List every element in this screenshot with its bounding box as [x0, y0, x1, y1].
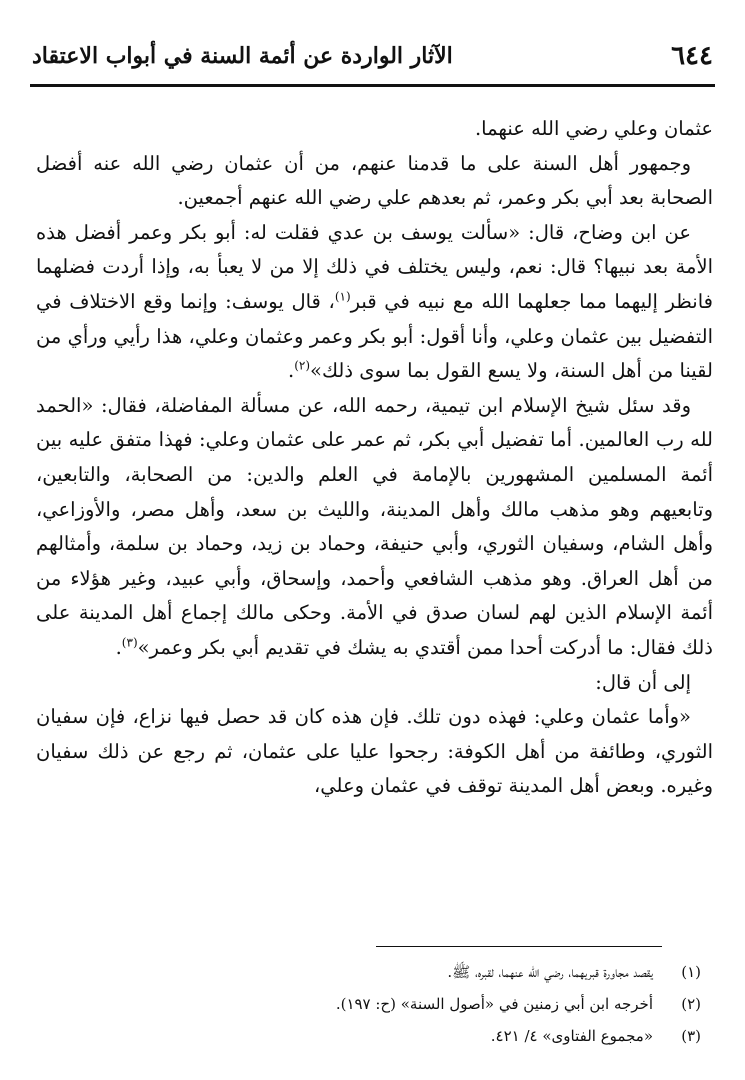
- paragraph-6: «وأما عثمان وعلي: فهذه دون تلك. فإن هذه كان قد حصل فيها نزاع، فإن سفيان الثوري، وطائفة من أهل الكوفة: رجحوا عليا على عثمان، ثم رجع عن ذلك سفيان وغيره. وبعض أهل المدينة توقف في عثمان وعلي،: [36, 705, 713, 798]
- running-title: الآثار الواردة عن أئمة السنة في أبواب الاعتقاد: [32, 43, 453, 69]
- footnote-text: يقصد مجاورة قبريهما، رضي الله عنهما، لقبره، ﷺ.: [447, 963, 653, 981]
- footnote-2: [40, 988, 701, 1020]
- footnotes: [40, 956, 701, 1052]
- paragraph-1: عثمان وعلي رضي الله عنهما.: [474, 117, 713, 140]
- header-rule: [30, 84, 715, 87]
- footnote-number: (٣): [681, 1027, 701, 1045]
- paragraph-3: عن ابن وضاح، قال: «سألت يوسف بن عدي فقلت له: أبو بكر وعمر أفضل هذه الأمة بعد نبيها؟ قال: نعم، وليس يختلف في ذلك إلا من لا يعبأ به، وإذا أردت فضلهما فانظر إليهما مما جعلهما الله مع نبيه في قبر$^{(١)}$، قال يوسف: وإنما وقع الاختلاف في التفضيل بين عثمان وعلي، وأنا أقول: أبو بكر وعمر وعثمان وعلي، هذا رأيي ورأي من لقينا من أهل السنة، ولا يسع القول بما سوى ذلك»$^{(٢)}$.: [36, 220, 713, 383]
- paragraph-4: وقد سئل شيخ الإسلام ابن تيمية، رحمه الله، عن مسألة المفاضلة، فقال: «الحمد لله رب العالمين. أما تفضيل أبي بكر، ثم عمر على عثمان وعلي: فهذا متفق عليه بين أئمة المسلمين المشهورين بالإمامة في العلم والدين: من الصحابة، والتابعين، وتابعيهم وهو مذهب مالك وأهل المدينة، والليث بن سعد، وأهل مصر، والأوزاعي، وأهل الشام، وسفيان الثوري، وأبي حنيفة، وحماد بن زيد، وحماد بن سلمة، وأمثالهم من أهل العراق. وهو مذهب الشافعي وأحمد، وإسحاق، وأبي عبيد، وغير هؤلاء من أئمة الإسلام الذين لهم لسان صدق في الأمة. وحكى مالك إجماع أهل المدينة على ذلك فقال: ما أدركت أحدا ممن أقتدي به يشك في تقديم أبي بكر وعمر»$^{(٣)}$.: [36, 393, 713, 659]
- footnote-number: (١): [681, 963, 701, 981]
- footnote-text: أخرجه ابن أبي زمنين في «أصول السنة» (ح: ١٩٧).: [335, 995, 653, 1013]
- footnote-ref-3: (٣): [121, 635, 138, 650]
- footnote-ref-2: (٢): [294, 358, 311, 373]
- page-number: ٦٤٤: [671, 41, 713, 71]
- footnote-number: (٢): [681, 995, 701, 1013]
- footnote-ref-1: (١): [334, 289, 351, 304]
- footnote-3: [40, 1020, 701, 1052]
- footnote-1: [40, 956, 701, 988]
- paragraph-5: إلى أن قال:: [595, 670, 691, 694]
- footnote-text: «مجموع الفتاوى» ٤/ ٤٢١.: [490, 1027, 653, 1045]
- page-header: [32, 36, 713, 82]
- paragraph-2: وجمهور أهل السنة على ما قدمنا عنهم، من أن عثمان رضي الله عنه أفضل الصحابة بعد أبي بكر وعمر، ثم بعدهم علي رضي الله عنهم أجمعين.: [36, 151, 713, 210]
- footnote-separator: [376, 946, 662, 947]
- body-text: [36, 112, 713, 804]
